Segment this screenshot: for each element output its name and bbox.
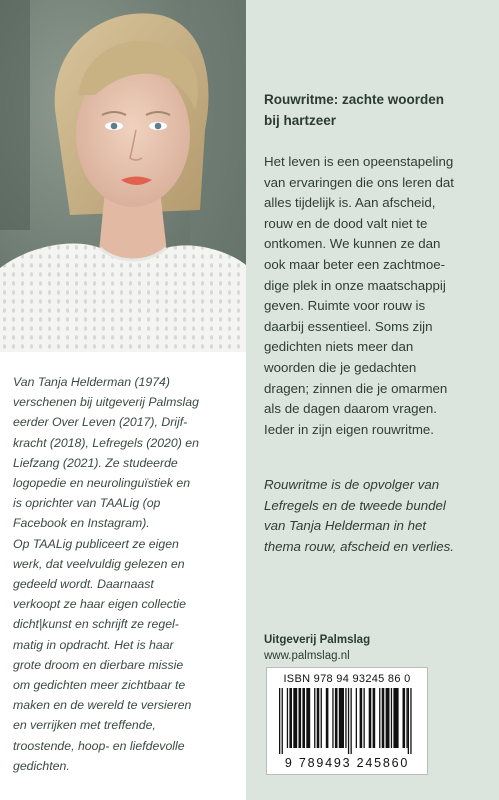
barcode-bar xyxy=(287,688,288,748)
barcode-bar xyxy=(299,688,302,748)
barcode-bar xyxy=(332,688,333,748)
barcode-bar xyxy=(339,688,344,748)
barcode-bar xyxy=(326,688,329,748)
left-panel xyxy=(0,0,246,800)
barcode-bar xyxy=(282,688,283,754)
barcode-bar xyxy=(369,688,372,748)
publisher-website: www.palmslag.nl xyxy=(264,650,350,662)
back-cover-heading: Rouwritme: zachte woorden bij hartzeer xyxy=(264,92,445,128)
back-cover-note: Rouwritme is de opvolger van Lefregels en de tweede bundel van Tanja Helderman in het thema rouw, afscheid en verlies. xyxy=(264,477,454,554)
barcode-bar xyxy=(317,688,320,748)
barcode-bar xyxy=(279,688,280,754)
barcode-bar xyxy=(406,688,407,748)
barcode-bar xyxy=(335,688,338,748)
barcode-bar xyxy=(382,688,385,748)
author-bio xyxy=(13,372,239,776)
isbn-barcode xyxy=(266,667,428,775)
author-photo xyxy=(0,0,246,352)
author-portrait-image xyxy=(0,0,246,352)
barcode-bar xyxy=(410,688,411,754)
barcode-bar xyxy=(403,688,406,748)
barcode-bar xyxy=(360,688,363,748)
barcode-bar xyxy=(302,688,305,748)
barcode-bars xyxy=(275,688,419,754)
barcode-bar xyxy=(314,688,315,748)
barcode-bar xyxy=(306,688,310,748)
barcode-bar xyxy=(373,688,376,748)
publisher-name: Uitgeverij Palmslag xyxy=(264,634,371,646)
back-cover-body: Het leven is een opeenstapeling van ervaringen die ons leren dat alles tijdelijk is. Aan afscheid, rouw en de dood valt niet te ontkomen. We kunnen ze dan ook maar beter een zachtmoe- dige plek in onze maatschappij geven. Ruimte voor rouw is daarbij essentieel. Soms zijn gedichten niets meer dan woorden die je gedachten dragen; zinnen die je omarmen als de dagen daarom vragen. Ieder in zijn eigen rouwritme. xyxy=(264,154,454,437)
barcode-bar xyxy=(379,688,380,748)
barcode-bar xyxy=(351,688,352,754)
isbn-label: ISBN 978 94 93245 86 0 xyxy=(283,673,411,685)
barcode-bar xyxy=(386,688,390,748)
barcode-bar xyxy=(289,688,292,748)
barcode-bar xyxy=(391,688,392,748)
barcode-bar xyxy=(321,688,322,748)
author-bio-text: Van Tanja Helderman (1974) verschenen bij uitgeverij Palmslag eerder Over Leven (2017), Drijf- kracht (2018), Lefregels (2020) en Liefzang (2021). Ze studeerde logopedie en neurolinguïstiek en is oprichter van TAALig (op Facebook en Instagram). Op TAALig publiceert ze eigen werk, dat veelvuldig gelezen en gedeeld wordt. Daarnaast verkoopt ze haar eigen collectie dicht|kunst en schrijft ze regel- matig in opdracht. Het is haar grote droom en dierbare missie om gedichten meer zichtbaar te maken en de wereld te versieren en verrijken met treffende, troostende, hoop- en liefdevolle gedichten. xyxy=(13,375,199,773)
barcode-bar xyxy=(364,688,365,748)
barcode-digits: 9 789493 245860 xyxy=(284,756,410,770)
barcode-bar xyxy=(345,688,346,748)
barcode-bar xyxy=(293,688,297,748)
barcode-bar xyxy=(348,688,349,754)
right-panel xyxy=(246,0,499,800)
barcode-bar xyxy=(408,688,409,754)
barcode-bar xyxy=(393,688,398,748)
barcode-bar xyxy=(356,688,357,748)
